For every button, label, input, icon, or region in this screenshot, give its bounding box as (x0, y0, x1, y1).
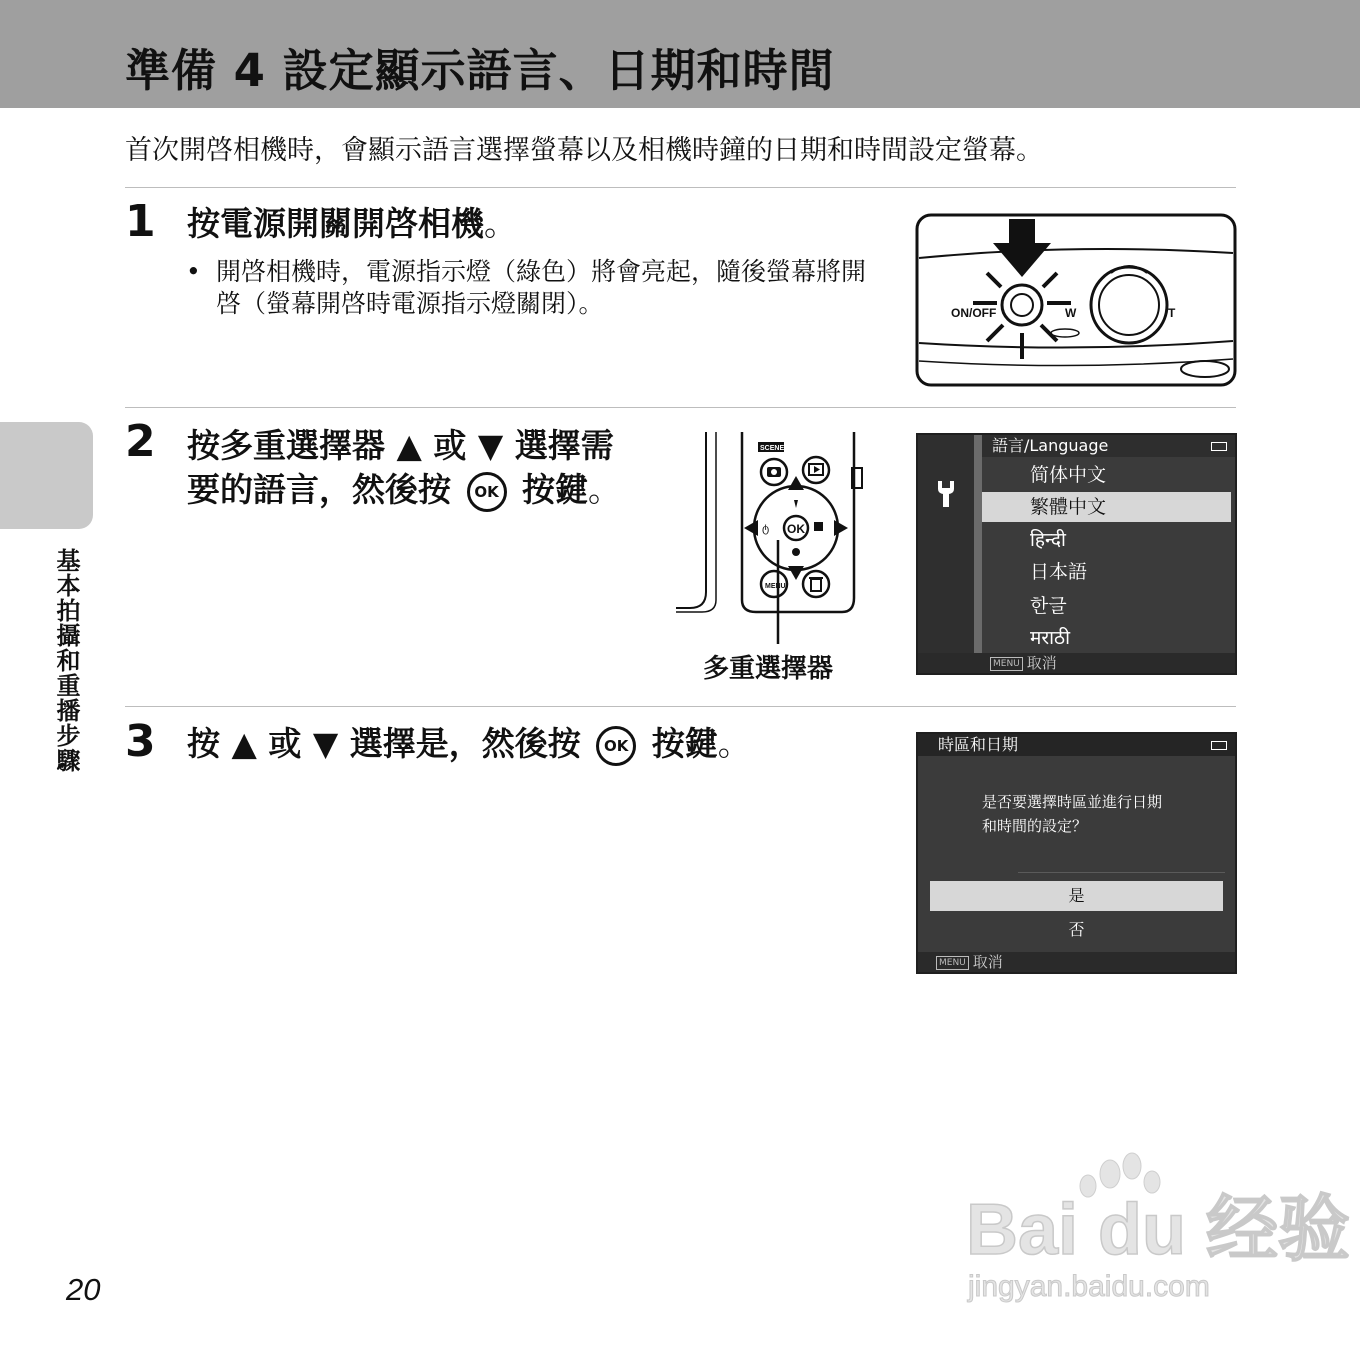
onoff-label: ON/OFF (951, 306, 997, 320)
cancel-label[interactable]: 取消 (1026, 654, 1057, 672)
step-2-text (187, 424, 667, 512)
step-2-line1: 按多重選擇器 ▲ 或 ▼ 選擇需 (187, 426, 614, 465)
screen-footer (918, 653, 1235, 673)
menu-icon: MENU (936, 956, 969, 970)
timezone-header: 時區和日期 (918, 734, 1235, 756)
step-1-bullet-text: 開啓相機時，電源指示燈（綠色）將會亮起，隨後螢幕將開啓（螢幕開啓時電源指示燈關閉）。 (216, 257, 867, 318)
language-item[interactable]: 简体中文 (1030, 464, 1107, 486)
language-item-selected[interactable]: 繁體中文 (982, 492, 1231, 522)
timezone-question (982, 790, 1202, 838)
watermark-brand: Bai du 经验 (966, 1190, 1351, 1270)
wrench-icon (934, 479, 958, 509)
option-no[interactable]: 否 (1068, 920, 1085, 939)
multi-selector-caption: 多重選擇器 (703, 654, 834, 684)
divider (125, 407, 1236, 408)
watermark-url: jingyan.baidu.com (968, 1270, 1210, 1303)
divider (125, 187, 1236, 188)
language-item[interactable]: 日本語 (1030, 561, 1088, 583)
ok-button-icon: OK (467, 472, 507, 512)
ok-button-icon: OK (596, 726, 636, 766)
section-tab (0, 422, 93, 529)
settings-sidebar (918, 435, 974, 673)
scroll-strip (974, 435, 982, 673)
cancel-label[interactable]: 取消 (972, 953, 1003, 971)
step-2-line2a: 要的語言，然後按 (187, 470, 451, 509)
step-1-number: 1 (125, 196, 156, 247)
question-line: 和時間的設定？ (982, 817, 1088, 835)
zoom-w-label: W (1065, 306, 1077, 320)
svg-text:ტ: ტ (762, 522, 770, 535)
step-3-end: 。 (717, 724, 751, 763)
step-1-text (187, 202, 517, 246)
section-label: 基本拍攝和重播步驟 (52, 548, 80, 773)
page-number: 20 (66, 1272, 101, 1307)
intro-text: 首次開啓相機時，會顯示語言選擇螢幕以及相機時鐘的日期和時間設定螢幕。 (125, 135, 1043, 166)
language-item[interactable]: 한글 (1030, 595, 1067, 617)
step-1-label: 按電源開關開啓相機 (187, 204, 484, 243)
step-2-line2b: 按鍵 (522, 470, 588, 509)
step-3-text (187, 722, 751, 766)
timezone-screen (916, 732, 1237, 974)
language-item[interactable]: हिन्दी (1030, 529, 1066, 551)
multi-selector-illustration (676, 432, 866, 644)
menu-label: MENU (765, 583, 786, 590)
language-item[interactable]: मराठी (1030, 627, 1071, 649)
ok-label: OK (787, 522, 805, 536)
baidu-watermark (960, 1150, 1351, 1310)
baidu-paw-logo (960, 1150, 1351, 1310)
step-3-text-a: 按 ▲ 或 ▼ 選擇是，然後按 (187, 724, 581, 763)
divider (1018, 872, 1225, 873)
menu-icon: MENU (990, 657, 1023, 671)
divider (125, 706, 1236, 707)
step-3-number: 3 (125, 716, 156, 767)
screen-footer (918, 952, 1235, 972)
camera-top-illustration (915, 213, 1237, 387)
option-yes[interactable]: 是 (930, 881, 1223, 911)
scene-label: SCENE (760, 445, 785, 452)
page-title: 準備 4 設定顯示語言、日期和時間 (125, 44, 835, 97)
step-2-end: 。 (588, 470, 621, 509)
step-2-number: 2 (125, 416, 156, 467)
question-line: 是否要選擇時區並進行日期 (982, 793, 1163, 811)
bullet-dot: • (186, 257, 201, 286)
step-1-end: 。 (484, 204, 517, 243)
battery-icon (1211, 741, 1227, 750)
step-2-line2 (187, 468, 667, 512)
zoom-t-label: T (1168, 306, 1176, 320)
step-3-text-b: 按鍵 (651, 724, 718, 763)
battery-icon (1211, 442, 1227, 451)
language-header: 語言/Language (982, 435, 1235, 457)
language-screen (916, 433, 1237, 675)
